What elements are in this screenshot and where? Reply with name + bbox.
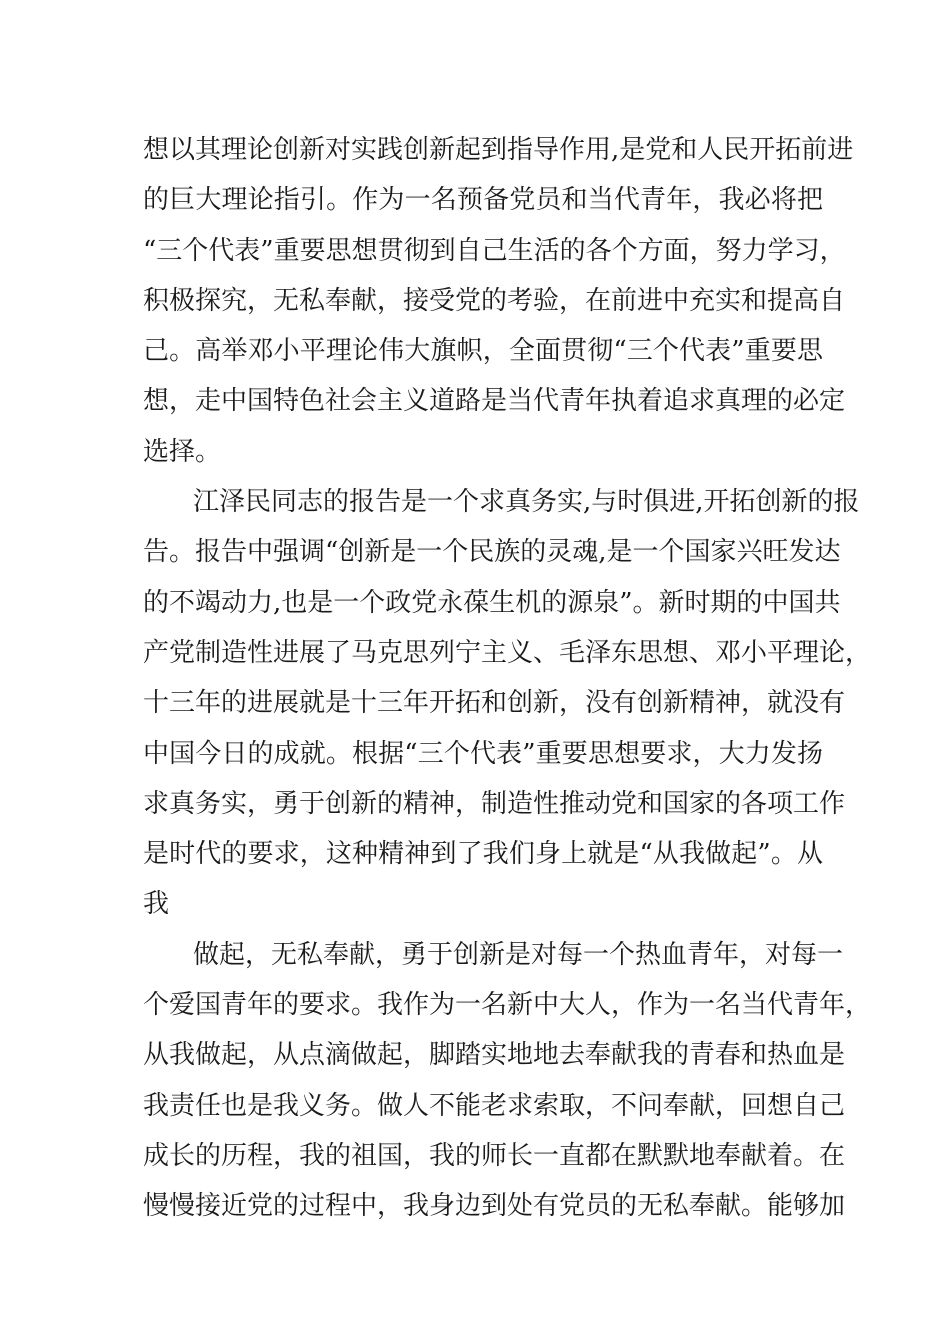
- text-line: 成长的历程，我的祖国，我的师长一直都在默默地奉献着。在: [143, 1140, 846, 1171]
- text-line: 想以其理论创新对实践创新起到指导作用,是党和人民开拓前进: [143, 135, 854, 165]
- text-line: 十三年的进展就是十三年开拓和创新，没有创新精神，就没有: [143, 688, 846, 719]
- paragraph-first-line: 做起，无私奉献，勇于创新是对每一个热血青年，对每一: [193, 939, 844, 970]
- text-line: 选择。: [143, 436, 222, 467]
- text-line: 从我做起，从点滴做起，脚踏实地地去奉献我的青春和热血是: [143, 1040, 846, 1071]
- text-line: 想，走中国特色社会主义道路是当代青年执着追求真理的必定: [143, 386, 846, 417]
- text-line: 告。报告中强调“创新是一个民族的灵魂,是一个国家兴旺发达: [143, 537, 841, 568]
- paragraph-first-line: 江泽民同志的报告是一个求真务实,与时俱进,开拓创新的报: [193, 487, 860, 518]
- text-line: 己。高举邓小平理论伟大旗帜，全面贯彻“三个代表”重要思: [143, 336, 823, 367]
- text-line: 个爱国青年的要求。我作为一名新中大人，作为一名当代青年，: [143, 990, 872, 1021]
- text-line: 求真务实，勇于创新的精神，制造性推动党和国家的各项工作: [143, 788, 846, 819]
- text-line: 我责任也是我义务。做人不能老求索取，不问奉献，回想自己: [143, 1090, 846, 1121]
- text-line: 积极探究，无私奉献，接受党的考验，在前进中充实和提高自: [143, 285, 846, 316]
- text-line: 慢慢接近党的过程中，我身边到处有党员的无私奉献。能够加: [143, 1191, 846, 1222]
- body-text: [143, 125, 872, 1232]
- text-line: “三个代表”重要思想贯彻到自己生活的各个方面，努力学习，: [143, 235, 846, 266]
- text-line: 我: [143, 889, 170, 920]
- text-line: 是时代的要求，这种精神到了我们身上就是“从我做起”。从: [143, 839, 823, 870]
- text-line: 中国今日的成就。根据“三个代表”重要思想要求，大力发扬: [143, 738, 823, 769]
- text-line: 的不竭动力,也是一个政党永葆生机的源泉”。新时期的中国共: [143, 587, 841, 618]
- text-line: 产党制造性进展了马克思列宁主义、毛泽东思想、邓小平理论，: [143, 637, 872, 668]
- text-line: 的巨大理论指引。作为一名预备党员和当代青年，我必将把: [143, 185, 823, 216]
